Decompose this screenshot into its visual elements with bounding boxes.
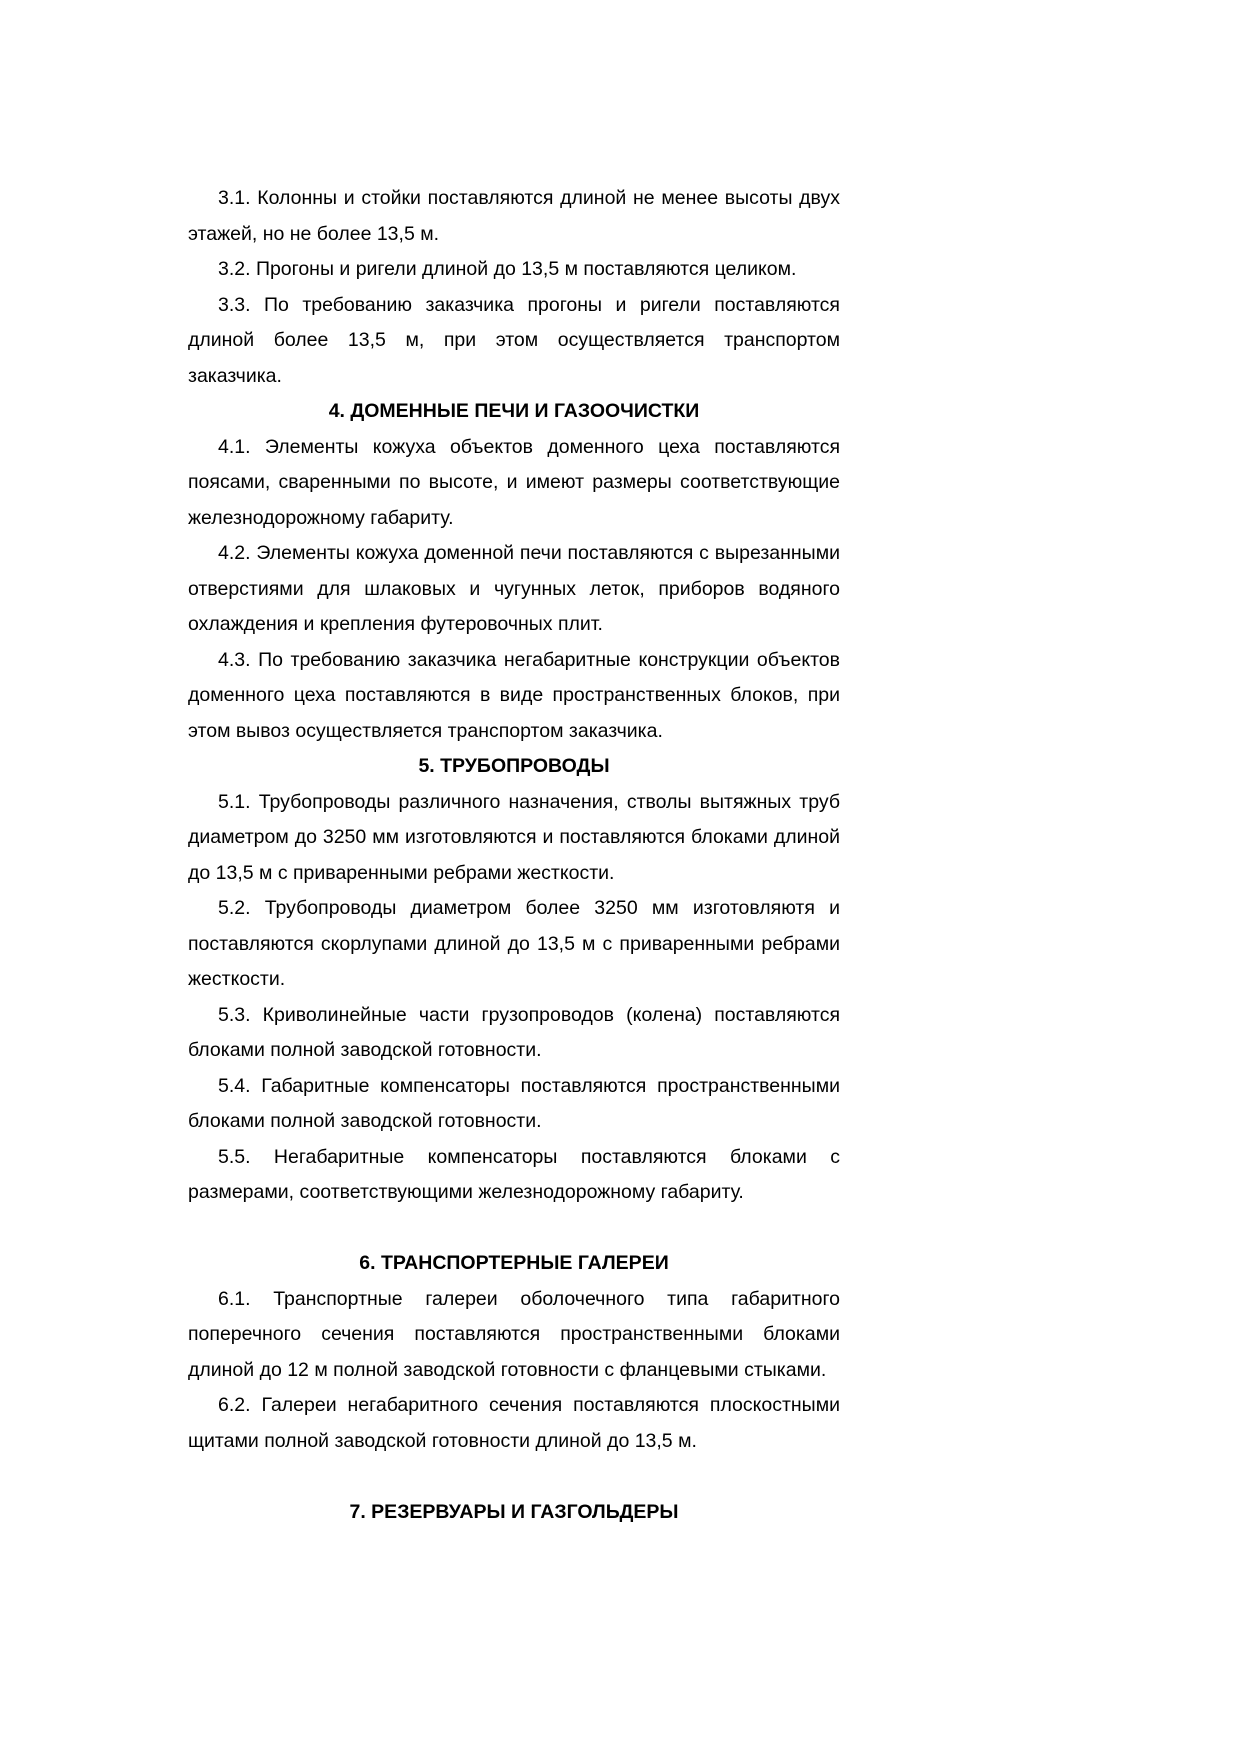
paragraph-5-4: 5.4. Габаритные компенсаторы поставляются пространственными блоками полной заводской готовности.	[188, 1074, 840, 1132]
paragraph-3-1: 3.1. Колонны и стойки поставляются длиной не менее высоты двух этажей, но не более 13,5 м.	[188, 187, 840, 245]
paragraph-5-5: 5.5. Негабаритные компенсаторы поставляются блоками с размерами, соответствующими железнодорожному габариту.	[188, 1145, 840, 1203]
document-body	[188, 181, 840, 1530]
paragraph-3-2: 3.2. Прогоны и ригели длиной до 13,5 м поставляются целиком.	[218, 258, 797, 280]
paragraph-5-2: 5.2. Трубопроводы диаметром более 3250 мм изготовляютя и поставляются скорлупами длиной до 13,5 м с приваренными ребрами жесткости.	[188, 897, 840, 990]
section-heading-7: 7. РЕЗЕРВУАРЫ И ГАЗГОЛЬДЕРЫ	[349, 1500, 679, 1523]
section-heading-4: 4. ДОМЕННЫЕ ПЕЧИ И ГАЗООЧИСТКИ	[328, 400, 700, 422]
section-heading-5: 5. ТРУБОПРОВОДЫ	[418, 755, 610, 777]
paragraph-4-1: 4.1. Элементы кожуха объектов доменного цеха поставляются поясами, сваренными по высоте, и имеют размеры соответствующие железнодорожному габариту.	[188, 435, 840, 529]
paragraph-6-2: 6.2. Галереи негабаритного сечения поставляются плоскостными щитами полной заводской готовности длиной до 13,5 м.	[188, 1394, 840, 1452]
blank-line	[188, 1459, 840, 1495]
paragraph-3-3: 3.3. По требованию заказчика прогоны и ригели поставляются длиной более 13,5 м, при этом осуществляется транспортом заказчика.	[188, 293, 840, 387]
paragraph-5-3: 5.3. Криволинейные части грузопроводов (колена) поставляются блоками полной заводской готовности.	[188, 1003, 840, 1061]
section-heading-6: 6. ТРАНСПОРТЕРНЫЕ ГАЛЕРЕИ	[359, 1252, 669, 1274]
paragraph-4-2: 4.2. Элементы кожуха доменной печи поставляются с вырезанными отверстиями для шлаковых и чугунных леток, приборов водяного охлаждения и крепления футеровочных плит.	[188, 542, 840, 635]
paragraph-5-1: 5.1. Трубопроводы различного назначения, стволы вытяжных труб диаметром до 3250 мм изготовляются и поставляются блоками длиной до 13,5 м с приваренными ребрами жесткости.	[188, 790, 840, 884]
paragraph-6-1: 6.1. Транспортные галереи оболочечного типа габаритного поперечного сечения поставляются пространственными блоками длиной до 12 м полной заводской готовности с фланцевыми стыками.	[188, 1287, 840, 1381]
blank-line	[188, 1211, 840, 1247]
paragraph-4-3: 4.3. По требованию заказчика негабаритные конструкции объектов доменного цеха поставляются в виде пространственных блоков, при этом вывоз осуществляется транспортом заказчика.	[188, 648, 840, 742]
